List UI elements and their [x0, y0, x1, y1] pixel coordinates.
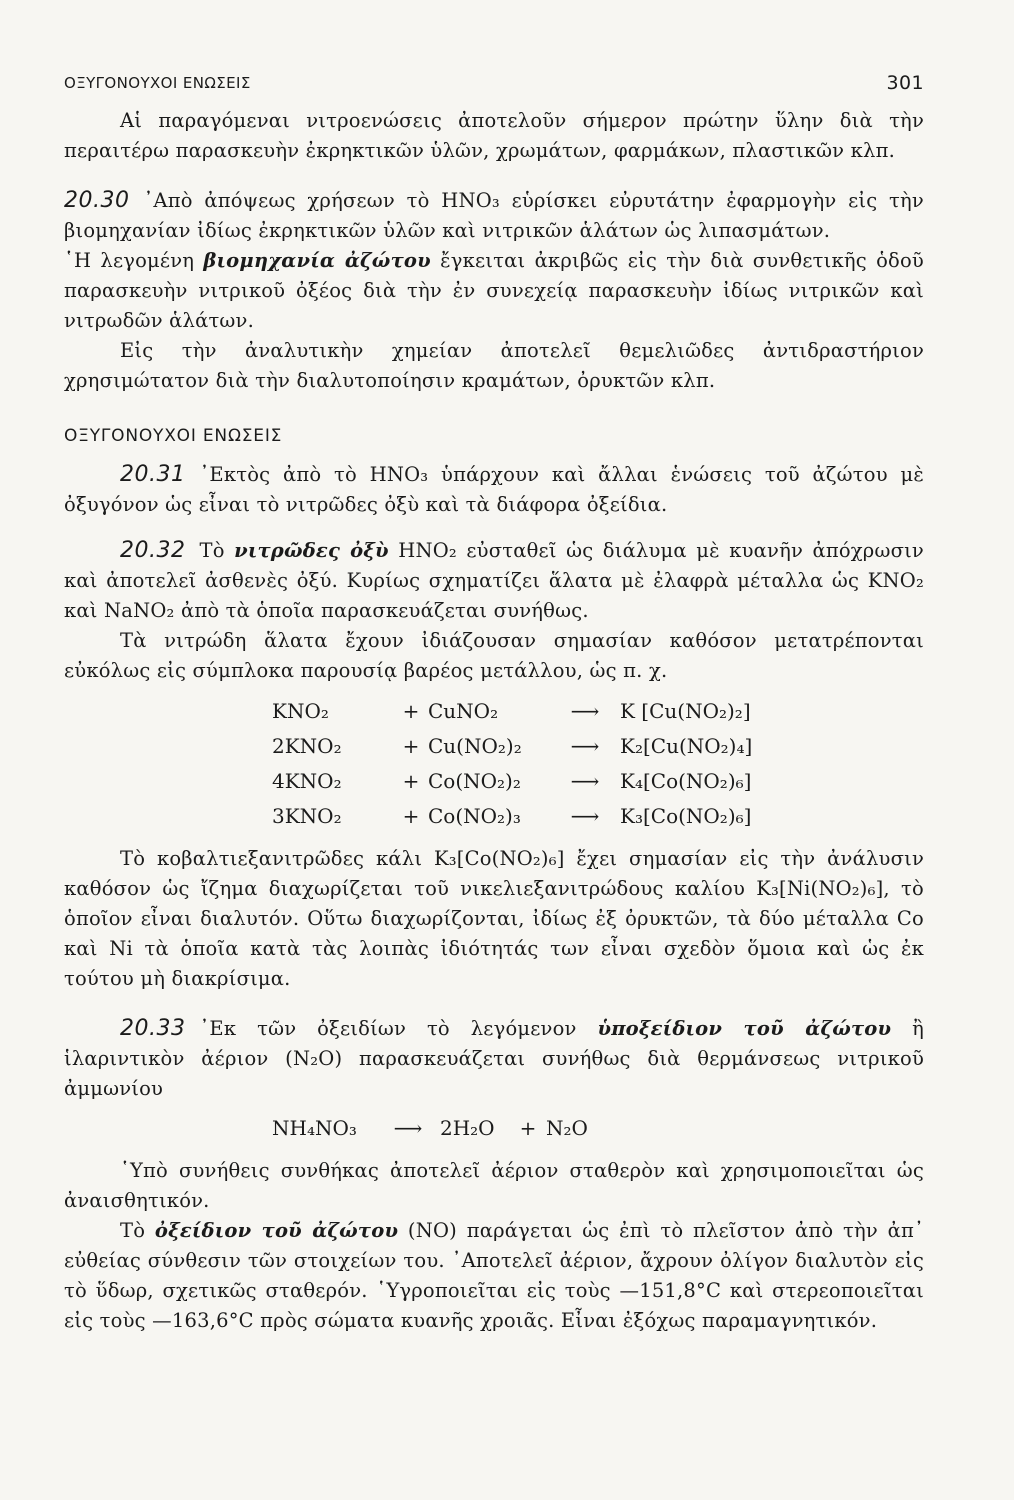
reaction-arrow: ⟶: [570, 699, 600, 723]
section-20-33-paragraph-3: [64, 1216, 924, 1336]
section-text: ᾿Απὸ ἀπόψεως χρήσεων τὸ HNO₃ εὑρίσκει εὐρυτάτην ἐφαρμογὴν εἰς τὴν βιομηχανίαν ἰδίως ἐκρηκτικῶν ὑλῶν καὶ νιτρικῶν ἁλάτων ὡς λιπασμάτων.: [64, 189, 924, 242]
term-nitrous-oxide: ὑποξείδιον τοῦ ἀζώτου: [597, 1017, 892, 1040]
reaction-arrow: ⟶: [570, 804, 600, 828]
equation-block: [272, 694, 924, 834]
product: K₃[Co(NO₂)₆]: [620, 804, 752, 828]
reactant: 4KNO₂: [272, 769, 342, 793]
section-20-32-paragraph-1: [64, 536, 924, 626]
plus-sign: +: [402, 769, 420, 793]
section-20-32-paragraph-2: Τὰ νιτρώδη ἅλατα ἔχουν ἰδιάζουσαν σημασίαν καθόσον μετατρέπονται εὐκόλως εἰς σύμπλοκα παρουσίᾳ βαρέος μετάλλου, ὡς π. χ.: [64, 629, 924, 682]
product: K₄[Co(NO₂)₆]: [620, 769, 752, 793]
text-run: ἢ ἱλαριντικὸν ἀέριον (N₂O) παρασκευάζεται συνήθως διὰ θερμάνσεως νιτρικοῦ ἀμμωνίου: [64, 1017, 924, 1100]
reactant: 2KNO₂: [272, 734, 342, 758]
reactant: CuNO₂: [428, 699, 499, 723]
running-header: [64, 60, 924, 106]
section-20-32-paragraph-3: Τὸ κοβαλτιεξανιτρῶδες κάλι K₃[Co(NO₂)₆] ἔχει σημασίαν εἰς τὴν ἀνάλυσιν καθόσον ὡς ἴζημα διαχωρίζεται τοῦ νικελιεξανιτρώδους καλίου K₃[Ni(NO₂)₆], τὸ ὁποῖον εἶναι διαλυτόν. Οὕτω διαχωρίζονται, ἰδίως ἐξ ὀρυκτῶν, τὰ δύο μέταλλα Co καὶ Ni τὰ ὁποῖα κατὰ τὰς λοιπὰς ἰδιότητάς των εἶναι σχεδὸν ὅμοια καὶ ὡς ἐκ τούτου μὴ διακρίσιμα.: [64, 847, 924, 990]
text-run: HNO₂ εὐσταθεῖ ὡς διάλυμα μὲ κυανῆν ἀπόχρωσιν καὶ ἀποτελεῖ ἀσθενὲς ὀξύ. Κυρίως σχηματίζει ἅλατα μὲ ἐλαφρὰ μέταλλα ὡς KNO₂ καὶ NaNO₂ ἀπὸ τὰ ὁποῖα παρασκευάζεται συνήθως.: [64, 539, 924, 622]
book-page: [64, 60, 924, 1480]
reactant: Co(NO₂)₂: [428, 769, 521, 793]
section-number: 20.32: [120, 538, 186, 563]
reaction-arrow: ⟶: [393, 1116, 423, 1140]
reactant: Co(NO₂)₃: [428, 804, 521, 828]
section-heading: ΟΞΥΓΟΝΟΥΧΟΙ ΕΝΩΣΕΙΣ: [64, 426, 283, 446]
equation-row: [272, 1110, 924, 1146]
equation-row: [272, 764, 924, 799]
text-run: Τὸ: [199, 539, 225, 562]
section-number: 20.33: [120, 1016, 186, 1041]
section-20-30-paragraph-3: Εἰς τὴν ἀναλυτικὴν χημείαν ἀποτελεῖ θεμελιῶδες ἀντιδραστήριον χρησιμώτατον διὰ τὴν διαλυτοποίησιν κραμάτων, ὀρυκτῶν κλπ.: [64, 339, 924, 392]
product: K₂[Cu(NO₂)₄]: [620, 734, 753, 758]
plus-sign: +: [402, 699, 420, 723]
reactant: 3KNO₂: [272, 804, 342, 828]
plus-sign: +: [402, 804, 420, 828]
equation-row: [272, 799, 924, 834]
text-run: ῾Η λεγομένη: [64, 249, 195, 272]
reactant: NH₄NO₃: [272, 1116, 357, 1140]
term-nitrogen-industry: βιομηχανία ἀζώτου: [203, 249, 431, 272]
section-number: 20.30: [64, 188, 130, 213]
product: N₂O: [546, 1116, 588, 1140]
text-run: ᾿Εκ τῶν ὀξειδίων τὸ λεγόμενον: [199, 1017, 577, 1040]
section-number: 20.31: [120, 462, 186, 487]
text-run: (NO) παράγεται ὡς ἐπὶ τὸ πλεῖστον ἀπὸ τὴν ἀπ᾿ εὐθείας σύνθεσιν τῶν στοιχείων του. ᾿Αποτελεῖ ἀέριον, ἄχρουν ὀλίγον διαλυτὸν εἰς τὸ ὕδωρ, σχετικῶς σταθερόν. ῾Υγροποιεῖται εἰς τοὺς —151,8°C καὶ στερεοποιεῖται εἰς τοὺς —163,6°C πρὸς σώματα κυανῆς χροιᾶς. Εἶναι ἐξόχως παραμαγνητικόν.: [64, 1219, 924, 1332]
section-20-30-paragraph-1: [64, 186, 924, 246]
term-nitric-oxide: ὀξείδιον τοῦ ἀζώτου: [154, 1219, 399, 1242]
equation-row: [272, 694, 924, 729]
text-run: ἔγκειται ἀκριβῶς εἰς τὴν διὰ συνθετικῆς ὁδοῦ παρασκευὴν νιτρικοῦ ὀξέος διὰ τὴν ἐν συνεχείᾳ παρασκευὴν ἰδίως νιτρικῶν καὶ νιτρωδῶν ἁλάτων.: [64, 249, 924, 332]
section-20-30-paragraph-2: [64, 246, 924, 336]
reaction-arrow: ⟶: [570, 769, 600, 793]
section-20-33-paragraph-2: ῾Υπὸ συνήθεις συνθήκας ἀποτελεῖ ἀέριον σταθερὸν καὶ χρησιμοποιεῖται ὡς ἀναισθητικόν.: [64, 1159, 924, 1212]
reactant: KNO₂: [272, 699, 329, 723]
intro-paragraph: Αἱ παραγόμεναι νιτροενώσεις ἀποτελοῦν σήμερον πρώτην ὕλην διὰ τὴν περαιτέρω παρασκευὴν ἐκρηκτικῶν ὑλῶν, χρωμάτων, φαρμάκων, πλαστικῶν κλπ.: [64, 109, 924, 162]
product: 2H₂O: [440, 1116, 495, 1140]
plus-sign: +: [519, 1116, 537, 1140]
section-20-31-paragraph: [64, 460, 924, 520]
section-20-33-paragraph-1: [64, 1014, 924, 1104]
reactant: Cu(NO₂)₂: [428, 734, 522, 758]
running-header-title: ΟΞΥΓΟΝΟΥΧΟΙ ΕΝΩΣΕΙΣ: [64, 74, 251, 92]
plus-sign: +: [402, 734, 420, 758]
equation-row: [272, 729, 924, 764]
product: K [Cu(NO₂)₂]: [620, 699, 751, 723]
term-nitrous-acid: νιτρῶδες ὀξὺ: [234, 539, 389, 562]
text-run: Τὸ: [120, 1219, 146, 1242]
page-number: 301: [886, 72, 924, 94]
reaction-arrow: ⟶: [570, 734, 600, 758]
section-text: ᾿Εκτὸς ἀπὸ τὸ HNO₃ ὑπάρχουν καὶ ἄλλαι ἑνώσεις τοῦ ἀζώτου μὲ ὀξυγόνον ὡς εἶναι τὸ νιτρῶδες ὀξὺ καὶ τὰ διάφορα ὀξείδια.: [64, 463, 924, 516]
